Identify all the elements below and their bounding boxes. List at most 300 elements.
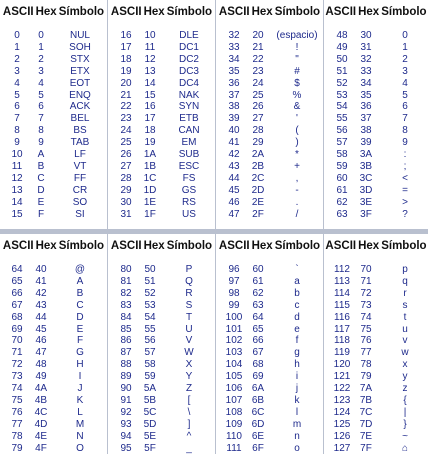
hex-code: 2 [38, 53, 44, 65]
table-row [0, 30, 107, 42]
header-symbol: Símbolo [274, 240, 321, 252]
hex-code: 77 [360, 347, 372, 359]
hex-code: 0 [38, 30, 44, 41]
hex-code: 18 [144, 125, 156, 137]
symbol: d [294, 311, 300, 323]
symbol: & [293, 101, 301, 113]
table-row [0, 101, 107, 113]
ascii-code: 85 [120, 323, 132, 335]
ascii-code: 14 [11, 196, 23, 208]
ascii-code: 81 [120, 275, 132, 287]
symbol: DC1 [178, 41, 199, 53]
hex-code: 41 [35, 275, 47, 287]
table-row [0, 395, 107, 407]
ascii-code: 33 [228, 41, 240, 53]
symbol: } [403, 418, 407, 430]
symbol: ESC [178, 160, 200, 172]
hex-code: 66 [252, 335, 264, 347]
symbol: _ [186, 442, 192, 454]
table-row [0, 443, 107, 454]
ascii-code: 89 [120, 371, 132, 383]
table-row [324, 431, 428, 443]
table-row [216, 125, 323, 137]
hex-code: 3A [359, 149, 373, 160]
table-row [216, 312, 323, 324]
ascii-code: 60 [336, 172, 348, 184]
table-row [108, 137, 215, 149]
panel-header [324, 240, 428, 252]
hex-code: 5 [38, 89, 44, 101]
ascii-panel [0, 234, 107, 454]
table-row [0, 161, 107, 173]
table-row [324, 371, 428, 383]
symbol: DC2 [178, 53, 199, 65]
ascii-code: 78 [11, 430, 23, 442]
ascii-code: 56 [336, 125, 348, 137]
ascii-code: 2 [14, 53, 20, 65]
header-symbol: Símbolo [381, 240, 427, 252]
header-ascii: ASCII [218, 240, 250, 252]
table-row [0, 90, 107, 102]
symbol: % [292, 89, 302, 101]
header-hex: Hex [143, 240, 165, 252]
ascii-code: 16 [120, 30, 132, 41]
table-row [108, 359, 215, 371]
hex-code: 2E [251, 196, 265, 208]
hex-code: 3F [360, 208, 372, 220]
symbol: i [295, 371, 299, 383]
table-row [108, 78, 215, 90]
symbol: GS [181, 184, 197, 196]
table-row [324, 312, 428, 324]
table-row [216, 359, 323, 371]
hex-code: 46 [35, 335, 47, 347]
ascii-code: 63 [336, 208, 348, 220]
ascii-code: 72 [11, 359, 23, 371]
hex-code: B [37, 160, 45, 172]
symbol: ` [295, 264, 299, 275]
ascii-code: 91 [120, 394, 132, 406]
ascii-code: 115 [334, 299, 350, 311]
hex-code: 10 [144, 30, 156, 41]
hex-code: 72 [360, 287, 372, 299]
table-row [324, 209, 428, 221]
table-row [108, 30, 215, 42]
table-row [0, 125, 107, 137]
ascii-panel [324, 0, 428, 229]
table-row [0, 113, 107, 125]
table-row [324, 90, 428, 102]
hex-code: 16 [144, 101, 156, 113]
hex-code: 4E [34, 430, 48, 442]
ascii-code: 15 [11, 208, 23, 220]
table-row [108, 431, 215, 443]
hex-code: 76 [360, 335, 372, 347]
table-row [216, 42, 323, 54]
ascii-code: 27 [120, 160, 132, 172]
ascii-code: 123 [333, 394, 351, 406]
table-row [324, 149, 428, 161]
header-ascii: ASCII [110, 240, 142, 252]
table-row [216, 185, 323, 197]
ascii-code: 58 [336, 149, 348, 160]
table-row [216, 137, 323, 149]
table-row [0, 276, 107, 288]
table-row [108, 443, 215, 454]
table-row [108, 66, 215, 78]
table-row [108, 209, 215, 221]
hex-code: 3E [359, 196, 373, 208]
ascii-code: 6 [14, 101, 20, 113]
symbol: W [184, 347, 194, 359]
hex-code: 7 [38, 113, 44, 125]
hex-code: 60 [252, 264, 264, 275]
table-row [324, 347, 428, 359]
table-row [324, 288, 428, 300]
hex-code: 3C [359, 172, 373, 184]
ascii-code: 41 [228, 137, 240, 149]
ascii-code: 97 [228, 275, 240, 287]
hex-code: 23 [252, 65, 264, 77]
hex-code: 6 [38, 101, 44, 113]
hex-code: 6F [252, 442, 264, 454]
ascii-code: 84 [120, 311, 132, 323]
ascii-code: 35 [228, 65, 240, 77]
hex-code: 1D [143, 184, 157, 196]
ascii-code: 19 [120, 65, 132, 77]
symbol: \ [187, 406, 191, 418]
ascii-code: 36 [228, 77, 240, 89]
symbol: C [76, 299, 84, 311]
hex-code: 34 [360, 77, 372, 89]
hex-code: 47 [35, 347, 47, 359]
hex-code: 67 [252, 347, 264, 359]
hex-code: 43 [35, 299, 47, 311]
ascii-code: 55 [336, 113, 348, 125]
ascii-code: 73 [11, 371, 23, 383]
ascii-code: 110 [226, 430, 242, 442]
ascii-code: 83 [120, 299, 132, 311]
symbol: F [76, 335, 84, 347]
panel-header [108, 240, 215, 252]
ascii-code: 111 [226, 442, 242, 454]
hex-code: 21 [252, 41, 264, 53]
hex-code: 2C [251, 172, 265, 184]
hex-code: 50 [144, 264, 156, 275]
symbol: (espacio) [276, 30, 318, 41]
hex-code: 35 [360, 89, 372, 101]
symbol: R [185, 287, 193, 299]
symbol: EM [181, 137, 197, 149]
hex-code: 22 [252, 53, 264, 65]
symbol: SUB [178, 149, 200, 160]
header-ascii: ASCII [110, 6, 142, 18]
ascii-code: 1 [14, 41, 20, 53]
table-row [0, 407, 107, 419]
table-row [0, 137, 107, 149]
symbol: ~ [402, 430, 408, 442]
header-hex: Hex [358, 6, 380, 18]
table-row [108, 419, 215, 431]
header-ascii: ASCII [325, 240, 357, 252]
header-hex: Hex [358, 240, 380, 252]
table-row [216, 419, 323, 431]
hex-code: 28 [252, 125, 264, 137]
ascii-code: 122 [333, 383, 351, 394]
symbol: 8 [402, 125, 408, 137]
table-row [324, 161, 428, 173]
symbol: ] [187, 418, 191, 430]
ascii-code: 34 [228, 53, 240, 65]
symbol: TAB [70, 137, 90, 149]
symbol: n [294, 430, 300, 442]
hex-code: 6E [251, 430, 265, 442]
ascii-code: 94 [120, 430, 132, 442]
header-ascii: ASCII [218, 6, 250, 18]
ascii-code: 24 [120, 125, 132, 137]
ascii-code: 47 [228, 208, 240, 220]
hex-code: 3 [38, 65, 44, 77]
table-row [108, 407, 215, 419]
ascii-code: 62 [336, 196, 348, 208]
ascii-code: 99 [228, 299, 240, 311]
symbol: DC3 [178, 65, 199, 77]
ascii-code: 108 [225, 406, 243, 418]
table-row [0, 173, 107, 185]
header-hex: Hex [251, 240, 273, 252]
table-row [108, 276, 215, 288]
ascii-code: 80 [120, 264, 132, 275]
ascii-code: 116 [334, 311, 350, 323]
symbol: US [182, 208, 196, 220]
table-row [216, 54, 323, 66]
symbol: 0 [402, 30, 408, 41]
ascii-code: 101 [225, 323, 243, 335]
table-row [0, 54, 107, 66]
symbol: ⌂ [401, 442, 409, 454]
hex-code: 11 [144, 41, 156, 53]
table-row [216, 383, 323, 395]
ascii-code: 127 [333, 442, 351, 454]
hex-code: 5B [143, 394, 157, 406]
table-row [108, 113, 215, 125]
hex-code: 30 [360, 30, 372, 41]
symbol: CAN [178, 125, 200, 137]
table-row [324, 78, 428, 90]
ascii-code: 98 [228, 287, 240, 299]
ascii-code: 38 [228, 101, 240, 113]
symbol: H [76, 359, 84, 371]
symbol: ( [295, 125, 299, 137]
table-row [216, 173, 323, 185]
ascii-code: 51 [336, 65, 348, 77]
hex-code: 44 [35, 311, 47, 323]
panel-header [0, 240, 107, 252]
header-hex: Hex [143, 6, 165, 18]
table-row [0, 197, 107, 209]
hex-code: 32 [360, 53, 372, 65]
table-row [324, 173, 428, 185]
table-row [216, 407, 323, 419]
symbol: SO [72, 196, 88, 208]
panel-header [324, 6, 428, 18]
symbol: DC4 [178, 77, 199, 89]
hex-code: 4 [38, 77, 44, 89]
table-row [108, 371, 215, 383]
symbol: 7 [402, 113, 408, 125]
ascii-code: 90 [120, 383, 132, 394]
hex-code: 75 [360, 323, 372, 335]
ascii-code: 86 [120, 335, 132, 347]
hex-code: 1 [38, 41, 44, 53]
hex-code: 31 [360, 41, 372, 53]
hex-code: 61 [252, 275, 264, 287]
table-row [216, 113, 323, 125]
hex-code: 59 [144, 371, 156, 383]
table-row [108, 161, 215, 173]
table-row [216, 300, 323, 312]
symbol: NUL [69, 30, 90, 41]
table-row [0, 66, 107, 78]
symbol: 3 [402, 65, 408, 77]
hex-code: 5E [143, 430, 157, 442]
symbol: N [76, 430, 84, 442]
table-row [216, 395, 323, 407]
table-row [216, 101, 323, 113]
symbol: K [76, 394, 84, 406]
ascii-code: 12 [11, 172, 23, 184]
symbol: S [185, 299, 193, 311]
symbol: 9 [402, 137, 408, 149]
hex-code: 29 [252, 137, 264, 149]
symbol: EOT [69, 77, 91, 89]
ascii-code: 121 [333, 371, 351, 383]
table-row [216, 90, 323, 102]
symbol: FS [182, 172, 196, 184]
hex-code: 5C [143, 406, 157, 418]
ascii-code: 26 [120, 149, 132, 160]
table-row [108, 125, 215, 137]
table-row [324, 395, 428, 407]
symbol: f [295, 335, 299, 347]
ascii-panel [0, 0, 107, 229]
hex-code: 5D [143, 418, 157, 430]
ascii-code: 119 [334, 347, 350, 359]
hex-code: 14 [144, 77, 156, 89]
ascii-code: 9 [14, 137, 20, 149]
table-row [108, 42, 215, 54]
hex-code: 6D [251, 418, 265, 430]
ascii-code: 105 [225, 371, 243, 383]
symbol: [ [187, 394, 191, 406]
table-row [324, 300, 428, 312]
header-ascii: ASCII [2, 6, 34, 18]
symbol: = [402, 184, 408, 196]
hex-code: 56 [144, 335, 156, 347]
table-row [108, 300, 215, 312]
ascii-code: 64 [11, 264, 23, 275]
hex-code: 54 [144, 311, 156, 323]
header-symbol: Símbolo [381, 6, 427, 18]
symbol: | [403, 406, 407, 418]
table-row [108, 185, 215, 197]
hex-code: 6C [251, 406, 265, 418]
symbol: ETB [179, 113, 199, 125]
ascii-code: 54 [336, 101, 348, 113]
hex-code: 68 [252, 359, 264, 371]
table-row [324, 443, 428, 454]
symbol: { [403, 394, 407, 406]
symbol: , [295, 172, 299, 184]
hex-code: F [37, 208, 45, 220]
symbol: DLE [179, 30, 199, 41]
hex-code: 6A [251, 383, 265, 394]
symbol: j [295, 383, 299, 394]
hex-code: 4B [34, 394, 48, 406]
symbol: b [294, 287, 300, 299]
ascii-code: 13 [11, 184, 23, 196]
hex-code: 78 [360, 359, 372, 371]
symbol: / [295, 208, 299, 220]
ascii-code: 107 [225, 394, 243, 406]
table-row [324, 137, 428, 149]
table-row [324, 113, 428, 125]
symbol: ) [295, 137, 299, 149]
table-row [0, 42, 107, 54]
symbol: l [295, 406, 299, 418]
hex-code: 1E [143, 196, 157, 208]
ascii-panel [324, 234, 428, 454]
table-row [324, 66, 428, 78]
hex-code: 3D [359, 184, 373, 196]
symbol: V [185, 335, 193, 347]
symbol: RS [182, 196, 196, 208]
hex-code: 40 [35, 264, 47, 275]
symbol: > [402, 196, 408, 208]
ascii-code: 76 [11, 406, 23, 418]
header-hex: Hex [35, 6, 57, 18]
hex-code: 3B [359, 160, 373, 172]
symbol: ENQ [69, 89, 91, 101]
hex-code: 7D [359, 418, 373, 430]
symbol: G [76, 347, 84, 359]
symbol: Z [185, 383, 193, 394]
ascii-code: 25 [120, 137, 132, 149]
header-symbol: Símbolo [58, 240, 105, 252]
ascii-code: 59 [336, 160, 348, 172]
ascii-code: 71 [11, 347, 23, 359]
ascii-code: 28 [120, 172, 132, 184]
ascii-code: 104 [225, 359, 243, 371]
ascii-code: 103 [225, 347, 243, 359]
hex-code: 33 [360, 65, 372, 77]
table-row [0, 149, 107, 161]
table-row [108, 90, 215, 102]
symbol: 4 [402, 77, 408, 89]
hex-code: 25 [252, 89, 264, 101]
hex-code: 8 [38, 125, 44, 137]
table-row [216, 149, 323, 161]
ascii-code: 92 [120, 406, 132, 418]
symbol: E [76, 323, 84, 335]
table-row [324, 185, 428, 197]
table-row [216, 78, 323, 90]
symbol: U [185, 323, 193, 335]
table-row [0, 312, 107, 324]
table-row [0, 347, 107, 359]
ascii-code: 48 [336, 30, 348, 41]
ascii-code: 124 [333, 406, 351, 418]
